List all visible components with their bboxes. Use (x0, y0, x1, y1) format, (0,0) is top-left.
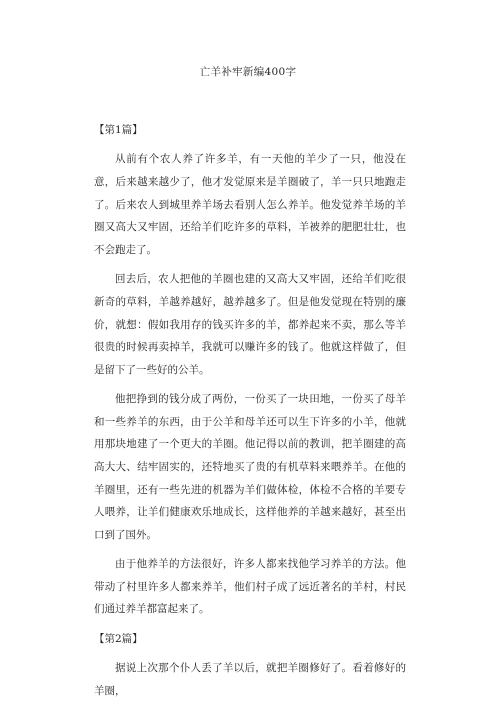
paragraph: 据说上次那个仆人丢了羊以后，就把羊圈修好了。看着修好的羊圈， (94, 662, 406, 697)
document-body (94, 119, 406, 709)
paragraph: 由于他养羊的方法很好，许多人都来找他学习养羊的方法。他带动了村里许多人都来养羊，他们村子成了远近著名的羊村，村民们通过养羊都富起来了。 (94, 558, 406, 616)
paragraph: 他把挣到的钱分成了两份，一份买了一块田地，一份买了母羊和一些养羊的东西，由于公羊和母羊还可以生下许多的小羊，他就用那块地建了一个更大的羊圈。他记得以前的教训，把羊圈建的高高大大、结牢固实的，还特地买了贵的有机草料来喂养羊。在他的羊圈里，还有一些先进的机器为羊们做体检，体检不合格的羊要专人喂养，让羊们健康欢乐地成长，这样他养的羊越来越好，甚至出口到了国外。 (94, 393, 406, 541)
section-heading-1: 【第1篇】 (94, 124, 143, 136)
paragraph: 从前有个农人养了许多羊，有一天他的羊少了一只，他没在意，后来越来越少了，他才发觉原来是羊圈破了，羊一只只地跑走了。后来农人到城里养羊场去看别人怎么养羊。他发觉养羊场的羊圈又高大又牢固，还给羊们吃许多的草料，羊被养的肥肥壮壮，也不会跑走了。 (94, 153, 406, 256)
paragraph: 回去后，农人把他的羊圈也建的又高大又牢固，还给羊们吃很新奇的草料，羊越养越好，越养越多了。但是他发觉现在特别的廉价，就想：假如我用存的钱买许多的羊，都养起来不卖，那么等羊很贵的时候再卖掉羊，我就可以赚许多的钱了。他就这样做了，但是留下了一些好的公羊。 (94, 273, 406, 376)
document-title: 亡羊补牢新编400字 (199, 66, 297, 78)
section-heading-2: 【第2篇】 (94, 632, 143, 645)
